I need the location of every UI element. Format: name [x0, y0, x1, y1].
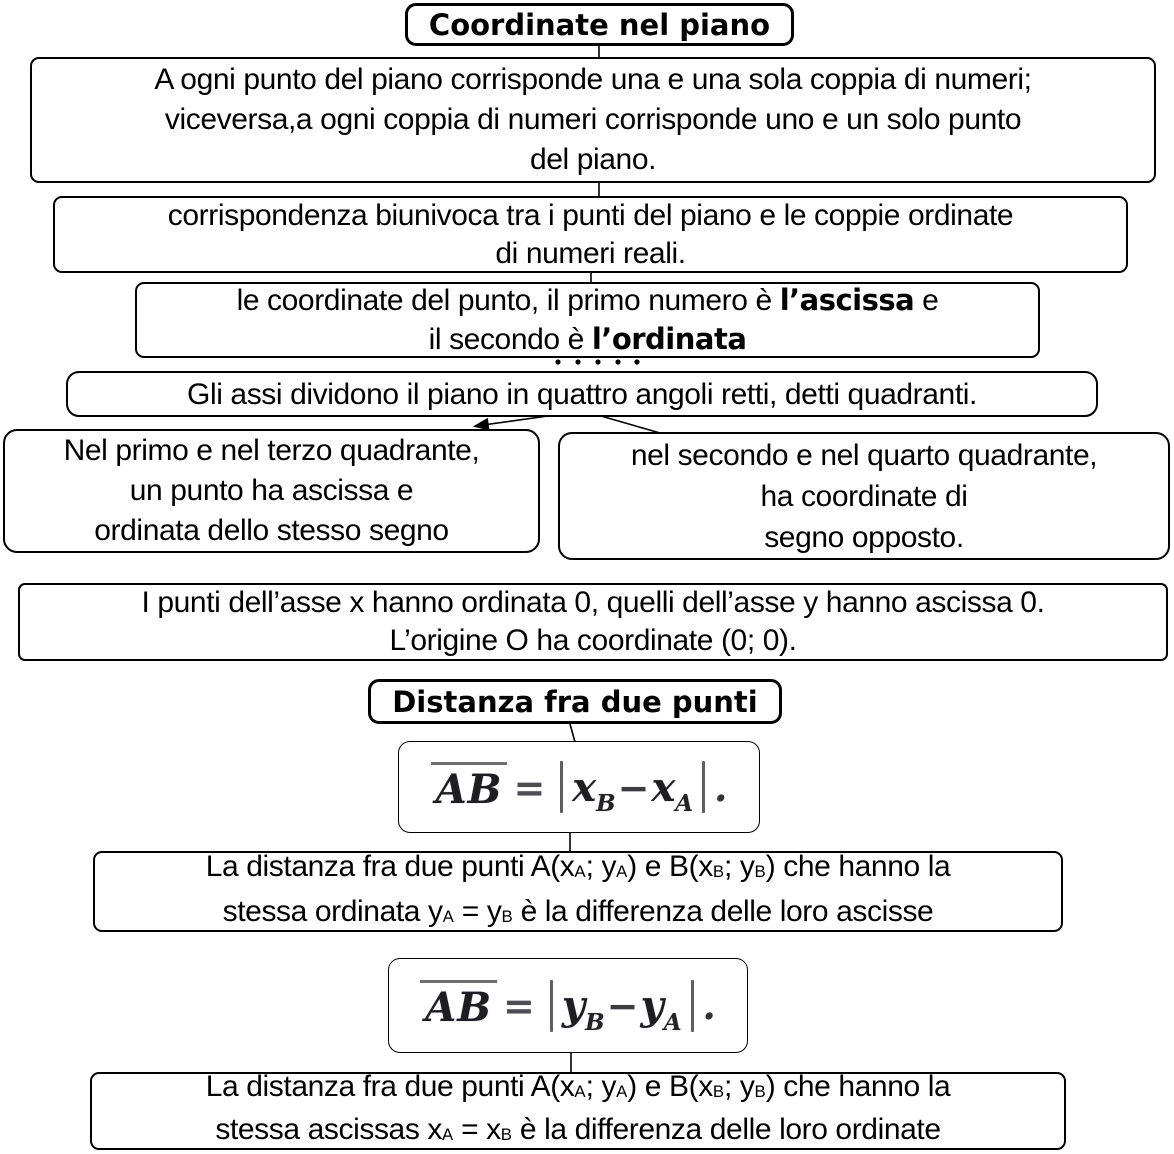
text-line: [429, 320, 747, 359]
text-line: [154, 60, 1031, 100]
node-title-distanza: [368, 679, 782, 724]
text-segment: stessa ascissas x: [215, 1113, 442, 1146]
text-line: [530, 140, 656, 180]
text-segment: A ogni punto del piano corrisponde una e una sola coppia di numeri;: [154, 63, 1032, 96]
text-segment: AB: [420, 980, 497, 1031]
text-line: [187, 374, 977, 415]
text-segment: .: [702, 983, 716, 1028]
abs-value-bar: [702, 761, 705, 813]
node-biunivoca: [53, 196, 1128, 273]
text-line: [495, 235, 685, 273]
text-segment: e: [914, 284, 939, 317]
text-segment: A: [574, 861, 586, 881]
text-segment: B: [754, 1082, 766, 1101]
node-ascissa-ordinata: [135, 282, 1040, 358]
text-segment: ) e B(x: [627, 1070, 713, 1103]
text-segment: = y: [453, 894, 502, 928]
text-line: [760, 476, 967, 517]
abs-value-bar: [691, 980, 694, 1032]
text-segment: ; y: [724, 849, 755, 883]
text-segment: B: [501, 906, 513, 926]
text-line: [764, 517, 964, 558]
text-segment: le coordinate del punto, il primo numero è: [236, 284, 780, 317]
text-line: [389, 622, 796, 660]
text-segment: A: [675, 790, 694, 817]
text-segment: A: [616, 1082, 628, 1101]
text-segment: A: [663, 1008, 682, 1036]
text-segment: .: [714, 764, 728, 810]
node-quadranti: [66, 371, 1098, 417]
node-assi-origine: [18, 583, 1168, 661]
text-segment: −: [606, 983, 639, 1028]
text-segment: ; y: [724, 1070, 755, 1103]
text-segment: ) che hanno la: [765, 849, 951, 883]
text-segment: B: [712, 1082, 725, 1101]
title-text: Distanza fra due punti: [392, 684, 758, 719]
node-axiom: [30, 57, 1156, 183]
text-segment: L’origine O ha coordinate (0; 0).: [389, 624, 797, 657]
node-title-coordinate-piano: [405, 3, 794, 46]
text-segment: = x: [453, 1113, 501, 1146]
text-segment: −: [617, 764, 650, 810]
text-line: [215, 1111, 940, 1154]
text-segment: corrispondenza biunivoca tra i punti del piano e le coppie ordinate: [167, 198, 1014, 232]
text-line: [206, 1068, 951, 1111]
text-segment: A: [574, 1082, 586, 1101]
text-line: [168, 197, 1013, 235]
text-segment: B: [754, 861, 766, 881]
text-line: [130, 471, 413, 511]
text-segment: ordinata dello stesso segno: [94, 514, 449, 547]
text-segment: un punto ha ascissa e: [129, 474, 414, 507]
text-segment: Nel primo e nel terzo quadrante,: [63, 434, 480, 467]
text-segment: B: [712, 861, 725, 881]
text-line: [94, 511, 448, 551]
text-segment: La distanza fra due punti A(x: [205, 1070, 575, 1103]
connector-dotted: [555, 359, 639, 364]
text-segment: ) che hanno la: [765, 1070, 951, 1103]
text-line: [64, 431, 480, 471]
node-quadrante-2-4: [558, 432, 1170, 560]
text-segment: segno opposto.: [764, 520, 964, 554]
text-segment: è la differenza delle loro ascisse: [512, 894, 934, 928]
text-segment: Gli assi dividono il piano in quattro angoli retti, detti quadranti.: [187, 377, 977, 411]
text-segment: A: [442, 906, 454, 926]
text-segment: B: [500, 1125, 512, 1144]
text-line: [223, 892, 934, 937]
text-segment: viceversa,a ogni coppia di numeri corrisponde uno e un solo punto: [164, 103, 1022, 136]
text-segment: nel secondo e nel quarto quadrante,: [630, 438, 1098, 472]
text-segment: =: [503, 983, 535, 1028]
text-segment: =: [513, 764, 546, 810]
node-quadrante-1-3: [3, 429, 540, 553]
text-segment: I punti dell’asse x hanno ordinata 0, quelli dell’asse y hanno ascissa 0.: [141, 586, 1045, 619]
text-line: [420, 980, 716, 1036]
text-segment: y: [561, 982, 586, 1029]
text-segment: ; y: [585, 1070, 617, 1103]
text-segment: ) e B(x: [627, 849, 713, 883]
text-segment: di numeri reali.: [495, 236, 686, 270]
text-segment: x: [651, 763, 676, 811]
text-line: [631, 435, 1097, 476]
text-line: [431, 761, 728, 817]
text-segment: B: [596, 790, 616, 817]
node-formula-distance-y: [388, 958, 748, 1053]
text-line: [141, 584, 1044, 622]
text-segment: A: [441, 1125, 454, 1144]
text-segment: ha coordinate di: [760, 479, 968, 513]
text-segment: l’ordinata: [591, 322, 747, 356]
text-line: [206, 847, 951, 892]
text-segment: stessa ordinata y: [222, 894, 443, 928]
abs-value-bar: [560, 761, 563, 813]
text-segment: ; y: [585, 849, 617, 883]
text-line: [237, 281, 939, 320]
abs-value-bar: [550, 980, 553, 1032]
node-distanza-ordinate: [90, 1072, 1066, 1150]
text-segment: AB: [431, 762, 508, 813]
text-segment: è la differenza delle loro ordinate: [511, 1113, 941, 1146]
node-formula-distance-x: [398, 741, 760, 833]
connector-distanza-formula-x: [570, 724, 575, 742]
text-segment: y: [640, 982, 664, 1029]
text-line: [165, 100, 1021, 140]
title-text: Coordinate nel piano: [428, 7, 771, 42]
text-segment: l’ascissa: [779, 283, 915, 317]
text-segment: B: [585, 1008, 605, 1036]
text-segment: del piano.: [529, 143, 657, 176]
node-distanza-ascisse: [93, 851, 1063, 932]
text-segment: A: [616, 861, 628, 881]
text-segment: La distanza fra due punti A(x: [205, 849, 575, 883]
text-segment: x: [572, 763, 597, 811]
text-segment: il secondo è: [428, 323, 592, 356]
